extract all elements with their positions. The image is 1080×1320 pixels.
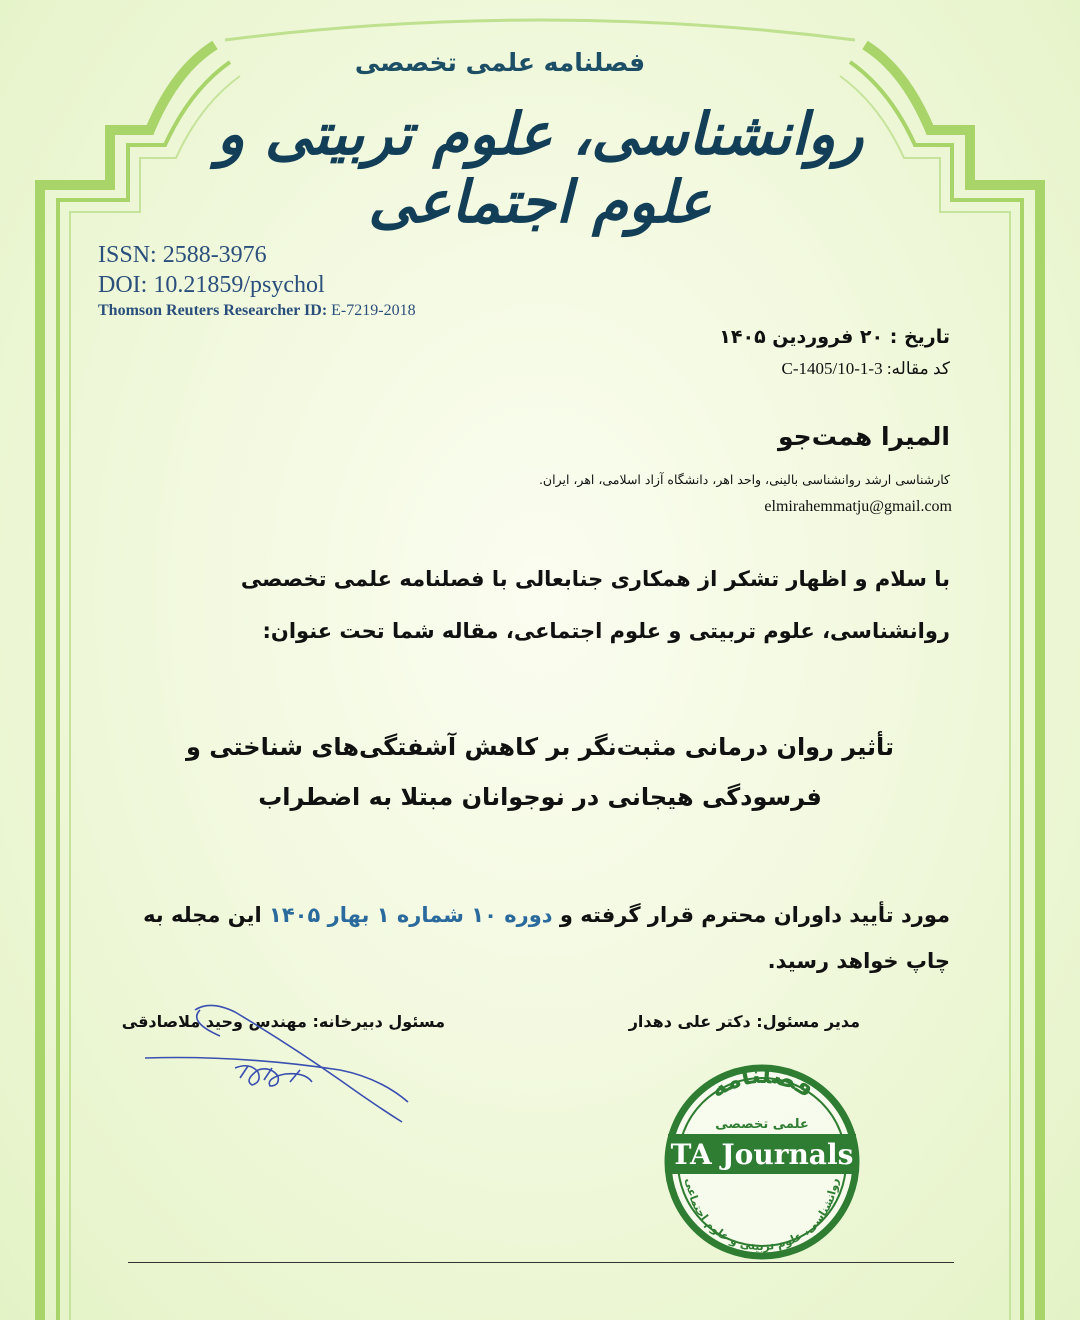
stamp-bottom-text: روانشناسی، علوم تربیتی و علوم اجتماعی — [682, 1177, 841, 1254]
author-name: المیرا همت‌جو — [778, 422, 950, 451]
signature-image — [140, 1000, 420, 1130]
doi: DOI: 10.21859/psychol — [98, 272, 325, 298]
article-code — [530, 352, 950, 386]
issue-info: دوره ۱۰ شماره ۱ بهار ۱۴۰۵ — [269, 903, 553, 927]
journal-stamp — [656, 1062, 868, 1262]
letter-meta — [530, 322, 950, 386]
greeting-paragraph: با سلام و اظهار تشکر از همکاری جنابعالی با فصلنامه علمی تخصصی روانشناسی، علوم تربیتی و علوم اجتماعی، مقاله شما تحت عنوان: — [240, 567, 950, 643]
stamp-top-text: فصلنامه — [704, 1062, 820, 1104]
article-code-label: کد مقاله: — [882, 359, 950, 378]
journal-title: روانشناسی، علوم تربیتی و علوم اجتماعی — [216, 100, 864, 236]
issn: ISSN: 2588-3976 — [98, 242, 267, 268]
researcher-id-label: Thomson Reuters Researcher ID: — [98, 302, 328, 319]
letter-date: تاریخ : ۲۰ فروردین ۱۴۰۵ — [719, 326, 950, 348]
acceptance-text-2: این مجله به چاپ خواهد رسید. — [143, 903, 950, 973]
stamp-middle-text: علمی تخصصی — [715, 1117, 809, 1132]
journal-identifiers — [98, 240, 578, 322]
journal-subtitle: فصلنامه علمی تخصصی — [354, 48, 646, 77]
acceptance-paragraph — [120, 892, 950, 984]
stamp-band-text: TA Journals — [670, 1138, 854, 1171]
researcher-id-value: E-7219-2018 — [327, 302, 416, 319]
acceptance-text-1: مورد تأیید داوران محترم قرار گرفته و — [552, 903, 950, 927]
author-email: elmirahemmatju@gmail.com — [764, 498, 952, 515]
editor-in-charge: مدیر مسئول: دکتر علی دهدار — [628, 1012, 860, 1031]
article-code-value: C-1405/10-1-3 — [781, 359, 883, 378]
footer-divider — [128, 1262, 954, 1263]
article-title: تأثیر روان درمانی مثبت‌نگر بر کاهش آشفتگی‌های شناختی و فرسودگی هیجانی در نوجوانان مبتلا به اضطراب — [185, 733, 895, 811]
secretariat-head: مسئول دبیرخانه: مهندس وحید ملاصادقی — [121, 1012, 445, 1031]
researcher-id — [98, 300, 578, 322]
author-affiliation: کارشناسی ارشد روانشناسی بالینی، واحد اهر، دانشگاه آزاد اسلامی، اهر، ایران. — [538, 472, 950, 487]
